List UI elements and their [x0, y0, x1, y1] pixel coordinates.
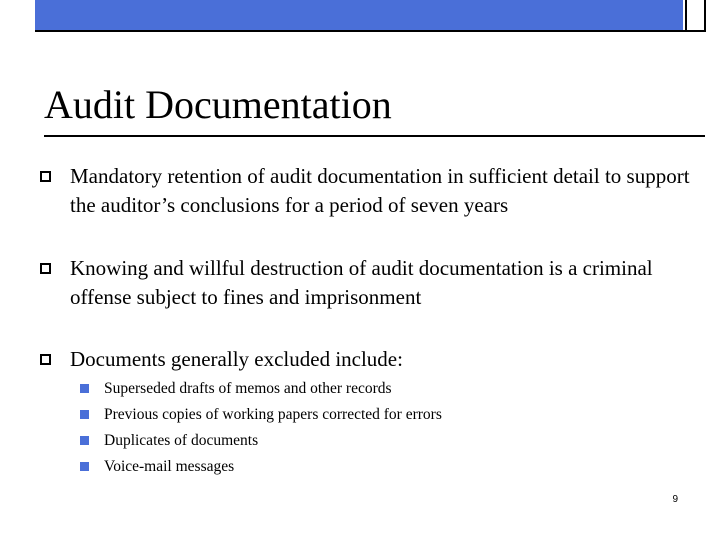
filled-square-bullet-icon [80, 410, 89, 419]
sub-bullet-text: Previous copies of working papers corrected for errors [104, 406, 442, 423]
sub-bullet-text: Voice-mail messages [104, 458, 235, 475]
sub-bullet-text: Duplicates of documents [104, 432, 259, 449]
hollow-square-bullet-icon [40, 171, 51, 182]
title-divider [44, 135, 705, 137]
bullet-text: Mandatory retention of audit documentation in sufficient detail to support the auditor’s conclusions for a period of seven years [70, 164, 690, 217]
filled-square-bullet-icon [80, 462, 89, 471]
header-bar [35, 0, 706, 32]
bullet-text: Knowing and willful destruction of audit documentation is a criminal offense subject to fines and imprisonment [70, 256, 653, 309]
page-number: 9 [672, 494, 678, 505]
bullet-text: Documents generally excluded include: [70, 347, 403, 371]
header-bar-end-segment [685, 0, 706, 30]
hollow-square-bullet-icon [40, 263, 51, 274]
slide-title: Audit Documentation [44, 82, 392, 127]
header-bar-segment [35, 0, 685, 30]
filled-square-bullet-icon [80, 384, 89, 393]
hollow-square-bullet-icon [40, 354, 51, 365]
filled-square-bullet-icon [80, 436, 89, 445]
sub-bullet-text: Superseded drafts of memos and other records [104, 380, 392, 397]
